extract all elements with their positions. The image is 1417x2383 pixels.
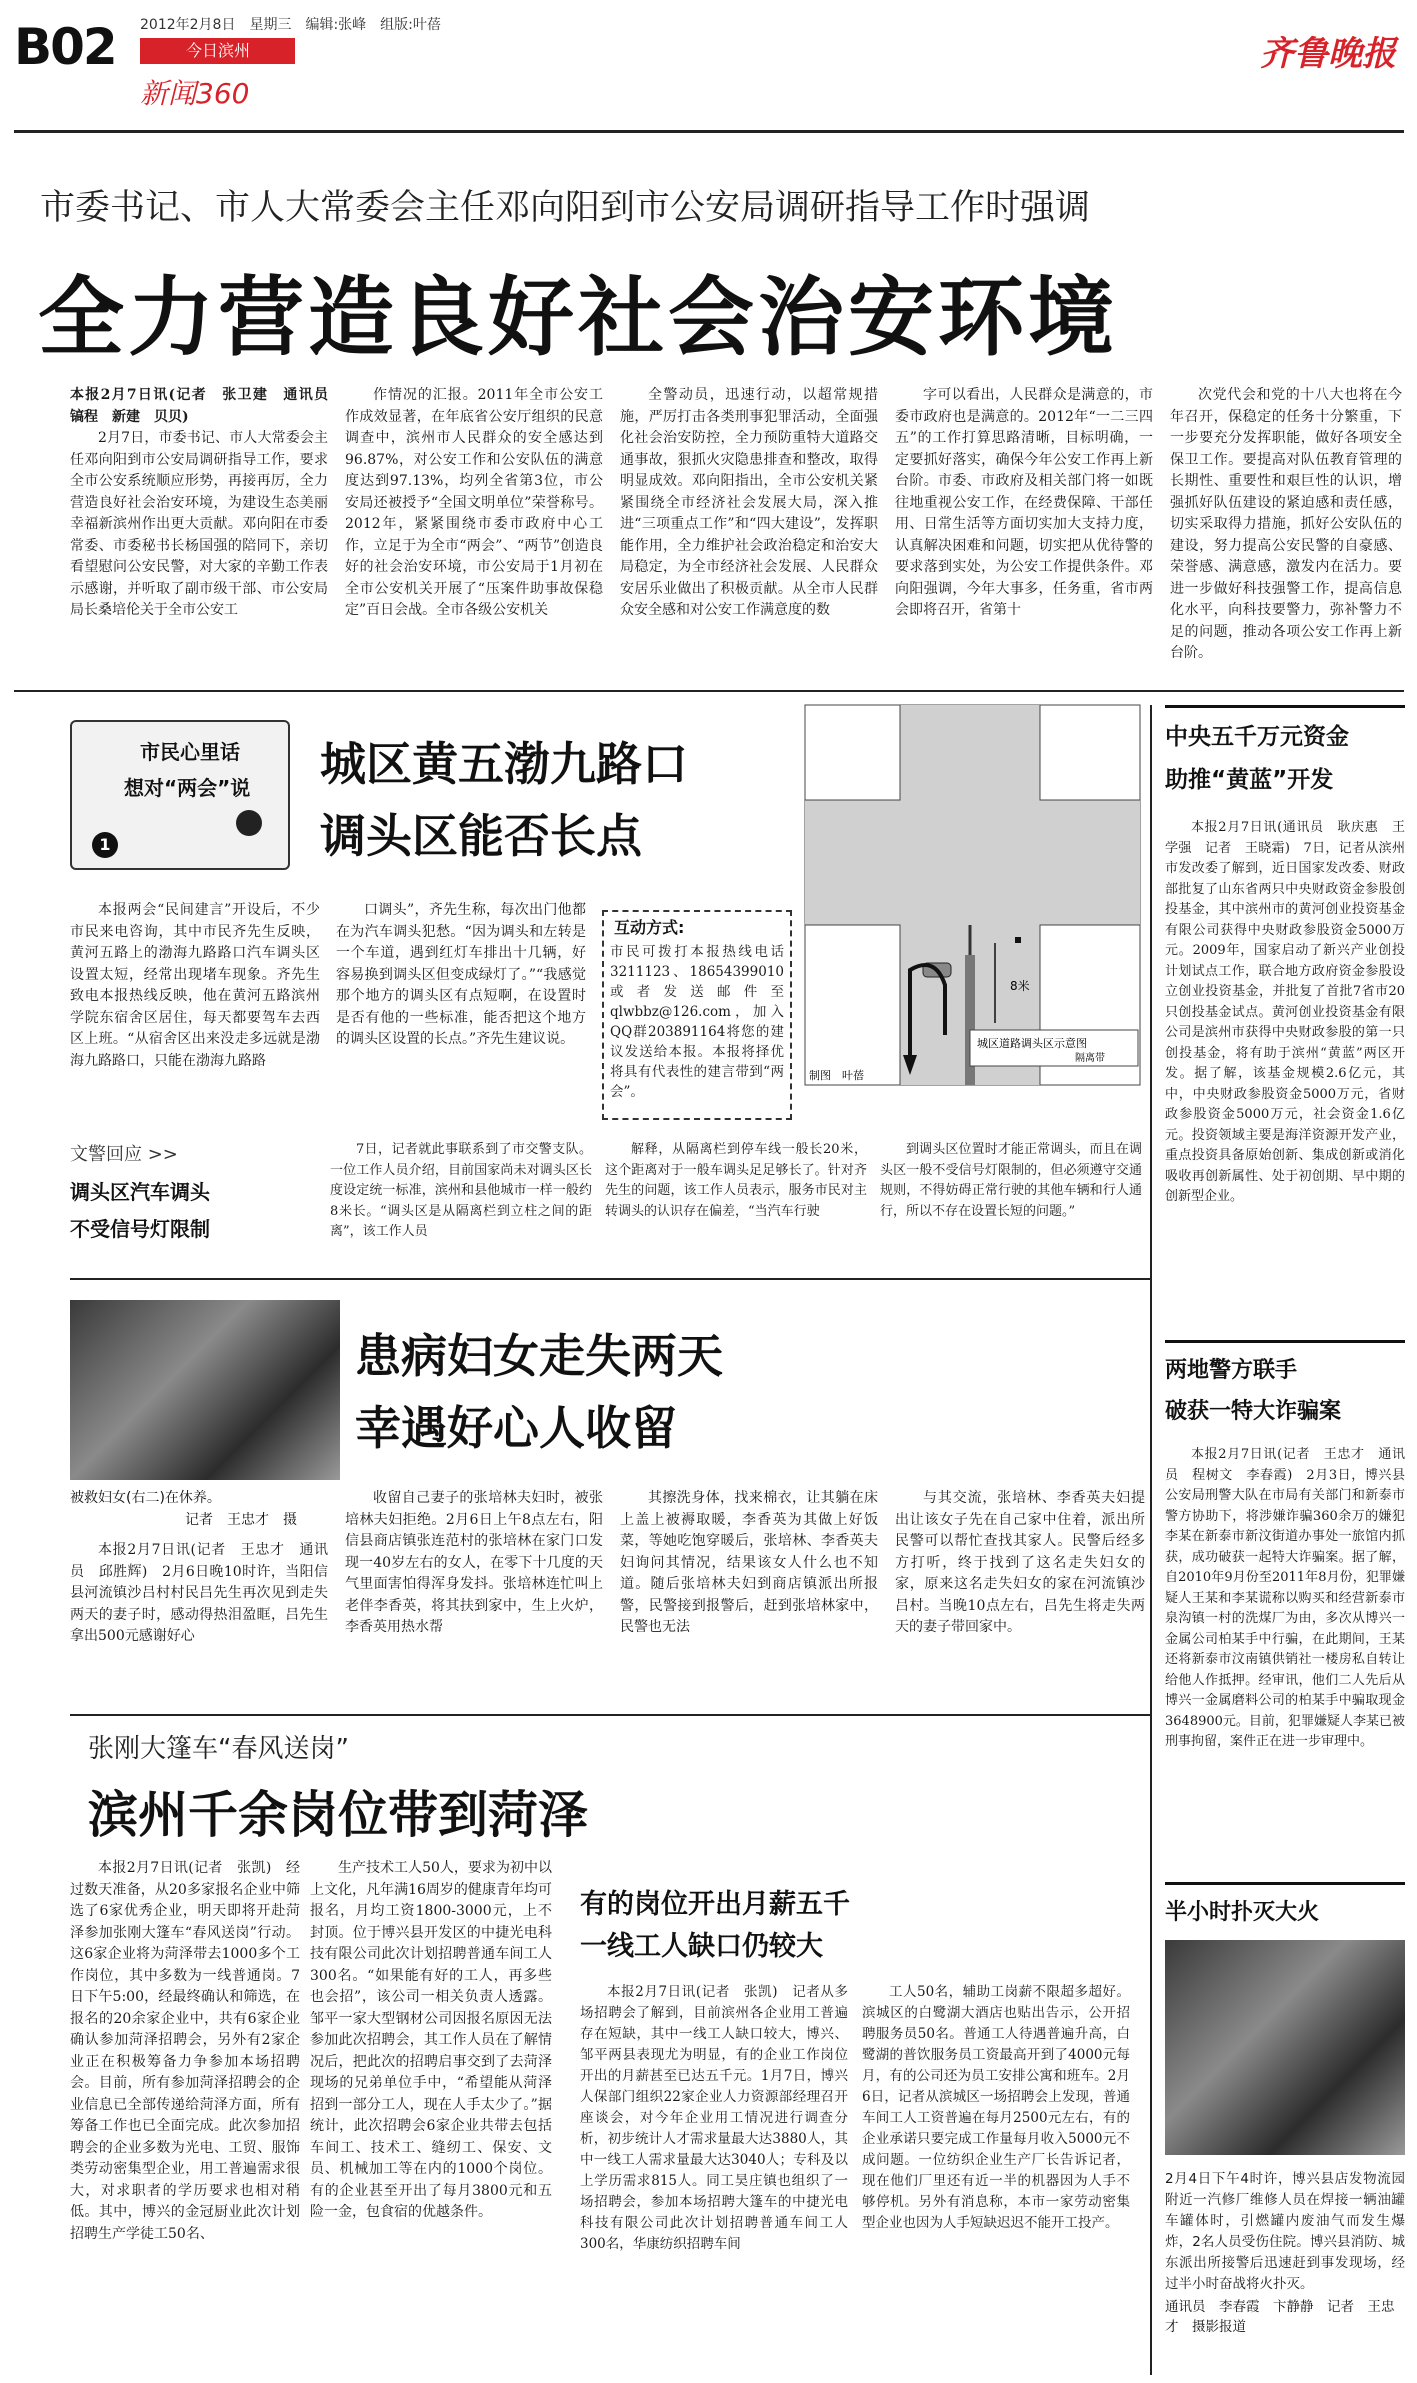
sidebar-story-3 [1165, 1882, 1405, 2337]
road-horizontal [805, 800, 1140, 925]
jobs-kicker: 张刚大篷车“春风送岗” [88, 1734, 349, 1764]
uturn-headline-line2: 调头区能否长点 [320, 809, 642, 863]
lead-byline: 本报2月7日讯(记者 张卫建 通讯员 镐程 新建 贝贝) [70, 387, 342, 425]
uturn-col-1-text: 本报两会“民间建言”开设后，不少市民来电咨询，其中市民齐先生反映，黄河五路上的渤海九路路口汽车调头区设置太短，经常出现堵车现象。齐先生致电本报热线反映，他在黄河五路滨州学院东宿舍区居住，每天都要驾车去西区上班。“从宿舍区出来没走多远就是渤海九路路口，只能在渤海九路路 [70, 902, 320, 1069]
diagram-credit: 制图 叶蓓 [809, 1069, 864, 1082]
microphone-icon [236, 810, 262, 836]
woman-col-4 [895, 1488, 1145, 1706]
lead-headline: 全力营造良好社会治安环境 [38, 268, 1118, 368]
uturn-bottom-rule [70, 1278, 1150, 1280]
followup-col-3-text: 到调头区位置时才能正常调头，而且在调头区一般不受信号灯限制的，但必须遵守交通规则，不得妨碍正常行驶的其他车辆和行人通行，所以不存在设置长短的问题。” [880, 1142, 1142, 1219]
rescued-woman-photo [70, 1300, 340, 1480]
jobs-col-2-text: 生产技术工人50人，要求为初中以上文化，凡年满16周岁的健康青年均可报名，月均工资1800-3000元，上不封顶。位于博兴县开发区的中捷光电科技有限公司此次计划招聘普通车间工人300名。“如果能有好的工人，再多些也会招”，该公司一相关负责人透露。邹平一家大型钢材公司因报名原因无法参加此次招聘会，其工作人员在了解情况后，把此次的招聘启事交到了去菏泽现场的兄弟单位手中，“希望能从菏泽招到一部分工人，现在人手太少了。”据统计，此次招聘会6家企业共带去包括车间工、技术工、缝纫工、保安、文员、机械加工等在内的1000个岗位。有的企业甚至开出了每月3800元和五险一金，包食宿的优越条件。 [310, 1860, 552, 2220]
woman-headline-line1: 患病妇女走失两天 [355, 1329, 723, 1383]
lead-col-2-text: 作情况的汇报。2011年全市公安工作成效显著，在年底省公安厅组织的民意调查中，滨州市人民群众的安全感达到96.87%，对公安工作和公安队伍的满意度达到97.13%，均列全省第3位，市公安局还被授予“全国文明单位”荣誉称号。2012年，紧紧围绕市委市政府中心工作，立足于为全市“两会”、“两节”创造良好的社会治安环境，市公安局于1月初在全市公安机关开展了“压案件助事故保稳定”百日会战。全市各级公安机关 [345, 387, 603, 618]
lead-col-5-text: 次党代会和党的十八大也将在今年召开，保稳定的任务十分繁重，下一步要充分发挥职能，做好各项安全保卫工作。要提高对队伍教育管理的长期性、重要性和艰巨性的认识，增强抓好队伍建设的紧迫感和责任感，切实采取得力措施，抓好公安队伍的建设，努力提高公安民警的自豪感、荣誉感、满意感，激发内在活力。要进一步做好科技强警工作，提高信息化水平，向科技要警力，弥补警力不足的问题，推动各项公安工作再上新台阶。 [1170, 387, 1402, 661]
followup-tag: 文警回应 >> [70, 1144, 178, 1165]
diagram-caption: 城区道路调头区示意图 [977, 1037, 1087, 1050]
sidebar-3-headline: 半小时扑灭大火 [1165, 1900, 1320, 1925]
hotline-box [602, 910, 792, 1120]
followup-col-2-text: 解释，从隔离栏到停车线一般长20米，这个距离对于一般车调头足足够长了。针对齐先生的问题，该工作人员表示，服务市民对主转调头的认识存在偏差，“当汽车行驶 [605, 1142, 867, 1219]
sidebar-3-credit: 通讯员 李春霞 卞静静 记者 王忠才 摄影报道 [1165, 2299, 1395, 2335]
lead-col-1-text: 2月7日，市委书记、市人大常委会主任邓向阳到市公安局调研指导工作，要求全市公安系统顺应形势，再接再厉，全力营造良好社会治安环境，为建设生态美丽幸福新滨州作出更大贡献。邓向阳在市委常委、市委秘书长杨国强的陪同下，亲切看望慰问公安民警，对大家的辛勤工作表示感谢，并听取了副市级干部、市公安局局长桑培伦关于全市公安工 [70, 430, 328, 618]
paper-logo: 齐鲁晚报 [1260, 34, 1396, 74]
page-number: B02 [14, 18, 116, 76]
followup-col-1 [330, 1140, 592, 1264]
fire-scene-photo [1165, 1940, 1405, 2155]
lead-col-2 [345, 385, 603, 683]
jobs-sub-col-2-text: 工人50名，辅助工岗薪不限超多超好。滨城区的白鹭湖大酒店也贴出告示，公开招聘服务员50名。普通工人待遇普遍升高，白鹭湖的普饮服务员工资最高开到了4000元每月，有的公司还为员工安排公寓和班车。2月6日，记者从滨城区一场招聘会上发现，普通车间工人工资普遍在每月2500元左右，有的企业承诺只要完成工作量每月收入5000元不成问题。一位纺织企业生产厂长告诉记者，现在他们厂里还有近一半的机器因为人手不够停机。另外有消息称，本市一家劳动密集型企业也因为人手短缺迟迟不能开工投产。 [862, 1984, 1130, 2231]
woman-col-1 [70, 1540, 328, 1706]
sidebar-story-1 [1165, 705, 1405, 1258]
sidebar-2-text-body: 本报2月7日讯(记者 王忠才 通讯员 程树文 李春霞) 2月3日，博兴县公安局刑警大队在市局有关部门和新泰市警方协助下，将涉嫌诈骗360余万的嫌犯李某在新泰市新汶街道办事处一旅馆内抓获，成功破获一起特大诈骗案。据了解，自2010年9月份至2011年8月份，犯罪嫌疑人王某和李某谎称以购买和经营新泰市泉沟镇一村的洗煤厂为由，多次从博兴一金属公司柏某手中行骗，在此期间，王某还将新泰市汶南镇供销社一楼房私自转让给他人作抵押。经审讯，他们二人先后从博兴一金属磨料公司的柏某手中骗取现金3648900元。目前，犯罪嫌疑人李某已被刑事拘留，案件正在进一步审理中。 [1165, 1447, 1405, 1749]
sidebar-2-text [1165, 1445, 1405, 1875]
masthead-rule [14, 130, 1404, 133]
sidebar-1-text [1165, 818, 1405, 1258]
lead-bottom-rule [14, 690, 1404, 692]
followup-title-line2: 不受信号灯限制 [70, 1217, 210, 1241]
hotline-text: 市民可拨打本报热线电话3211123、18654399010或者发送邮件至qlwbbz@126.com，加入QQ群203891164将您的建议发送给本报。本报将择优将具有代表性的建言带到“两会”。 [610, 944, 784, 1100]
jobs-sub-headline-line2: 一线工人缺口仍较大 [580, 1931, 823, 1962]
sidebar-divider [1150, 705, 1152, 2375]
badge-number: 1 [92, 832, 118, 858]
jobs-sub-col-1-text: 本报2月7日讯(记者 张凯) 记者从多场招聘会了解到，目前滨州各企业用工普遍存在短缺，其中一线工人缺口较大，博兴、邹平两县表现尤为明显，有的企业工作岗位开出的月薪甚至已达五千元。1月7日，博兴人保部门组织22家企业人力资源部经理召开座谈会，对今年企业用工情况进行调查分析，初步统计人才需求量最大达3880人，其中一线工人需求量最大达3040人；专科及以上学历需求815人。同工昊庄镇也组织了一场招聘会，参加本场招聘大篷车的中捷光电科技有限公司此次计划招聘普通车间工人300名，华康纺织招聘车间 [580, 1984, 848, 2252]
hotline-label: 互动方式: [610, 915, 688, 938]
woman-col-4-text: 与其交流，张培林、李香英夫妇提出让该女子先在自己家中住着，派出所民警可以帮忙查找其家人。民警后经多方打听，终于找到了这名走失妇女的家，原来这名走失妇女的家在河流镇沙吕村。当晚10点左右，吕先生将走失两天的妻子带回家中。 [895, 1490, 1145, 1635]
woman-photo-credit: 记者 王忠才 摄 [185, 1512, 297, 1528]
woman-photo-caption: 被救妇女(右二)在休养。 [70, 1490, 221, 1506]
opinion-badge [70, 720, 290, 870]
lead-col-1 [70, 385, 342, 683]
sidebar-3-caption: 2月4日下午4时许，博兴县店发物流园附近一汽修厂维修人员在焊接一辆油罐车罐体时，引燃罐内废油气而发生爆炸，2名人员受伤住院。博兴县消防、城东派出所接警后迅速赶到事发现场，经过半小时奋战将火扑灭。 [1165, 2171, 1405, 2292]
distance-label: 8米 [1010, 979, 1030, 993]
jobs-sub-headline-line1: 有的岗位开出月薪五千 [580, 1889, 850, 1920]
uturn-col-2-text: 口调头”，齐先生称，每次出门他都在为汽车调头犯愁。“因为调头和左转是一个车道，遇到红灯车排出十几辆，好容易换到调头区但变成绿灯了。”“我感觉那个地方的调头区有点短啊，在设置时是否有他的一些标准，能否把这个地方的调头区设置的长点。”齐先生建议说。 [336, 902, 586, 1047]
lead-col-3 [620, 385, 878, 683]
followup-col-1-text: 7日，记者就此事联系到了市交警支队。一位工作人员介绍，目前国家尚未对调头区长度设定统一标准，滨州和县他城市一样一般约8米长。“调头区是从隔离栏到立柱之间的距离”，该工作人员 [330, 1142, 592, 1239]
road-diagram [805, 705, 1140, 1085]
jobs-headline: 滨州千余岗位带到菏泽 [88, 1786, 588, 1844]
sidebar-2-headline-line2: 破获一特大诈骗案 [1165, 1399, 1342, 1424]
woman-col-2 [345, 1488, 603, 1706]
jobs-col-1-text: 本报2月7日讯(记者 张凯) 经过数天准备，从20多家报名企业中筛选了6家优秀企业，明天即将开赴菏泽参加张刚大篷车“春风送岗”行动。这6家企业将为菏泽带去1000多个工作岗位，其中多数为一线普通岗。7日下午5:00，经最终确认和筛选，在报名的20余家企业中，共有6家企业确认参加菏泽招聘会，另外有2家企业正在积极筹备力争参加本场招聘会。目前，所有参加菏泽招聘会的企业信息已全部传递给菏泽方面，所有筹备工作也已全面完成。此次参加招聘会的企业多数为光电、工贸、服饰类劳动密集型企业，用工普遍需求很大，对求职者的学历要求也相对稍低。其中，博兴的金冠厨业此次计划招聘生产学徒工50名、 [70, 1860, 300, 2242]
date-line: 2012年2月8日 星期三 编辑:张峰 组版:叶蓓 [140, 17, 441, 33]
woman-col-3-text: 其擦洗身体，找来棉衣，让其躺在床上盖上被褥取暖，李香英为其做上好饭菜，等她吃饱穿暖后，张培林、李香英夫妇询问其情况，结果该女人什么也不知道。随后张培林夫妇到商店镇派出所报警，民警接到报警后，赶到张培林家中，民警也无法 [620, 1490, 878, 1635]
woman-col-3 [620, 1488, 878, 1706]
uturn-col-2 [336, 900, 586, 1126]
sidebar-1-text-body: 本报2月7日讯(通讯员 耿庆惠 王学强 记者 王晓霜) 7日，记者从滨州市发改委了解到，近日国家发改委、财政部批复了山东省两只中央财政资金参股创投基金，其中滨州市的黄河创业投资基金有限公司获得中央财政参股资金5000万元。2009年，国家启动了新兴产业创投计划试点工作，联合地方政府资金参股设立创业投资基金，并批复了首批7省市20只创投基金试点。黄河创业投资基金有限公司是滨州市获得中央财政参股的第一只创投基金，将有助于滨州“黄蓝”两区开发。据了解，该基金规模2.6亿元，其中，中央财政参股资金5000万元，省财政参股资金5000万元，社会资金1.6亿元。投资领域主要是海洋资源开发产业，重点投资具备原始创新、集成创新或消化吸收再创新属性、处于初创期、早中期的创新型企业。 [1165, 820, 1405, 1204]
woman-col-2-text: 收留自己妻子的张培林夫妇时，被张培林夫妇拒绝。2月6日上午8点左右，阳信县商店镇张连范村的张培林在家门口发现一40岁左右的女人，在零下十几度的天气里面害怕得浑身发抖。张培林连忙叫上老伴李香英，将其扶到家中，生上火炉，李香英用热水帮 [345, 1490, 603, 1635]
section-name: 新闻360 [140, 77, 250, 110]
jobs-sub-col-1 [580, 1982, 848, 2370]
woman-bottom-rule [70, 1714, 1150, 1716]
badge-title: 市民心里话 [140, 740, 240, 764]
legend-solid: 隔离带 [1075, 1053, 1105, 1064]
sidebar-story-2 [1165, 1340, 1405, 1875]
uturn-col-1 [70, 900, 320, 1126]
woman-col-1-text: 本报2月7日讯(记者 王忠才 通讯员 邱胜辉) 2月6日晚10时许，当阳信县河流镇沙吕村村民吕先生再次见到走失两天的妻子时，感动得热泪盈眶，吕先生拿出500元感谢好心 [70, 1542, 328, 1644]
followup-col-2 [605, 1140, 867, 1264]
jobs-sub-col-2 [862, 1982, 1130, 2370]
sidebar-1-headline-line2: 助推“黄蓝”开发 [1165, 767, 1334, 793]
jobs-col-2 [310, 1858, 552, 2370]
followup-title-line1: 调头区汽车调头 [70, 1180, 210, 1204]
road-diagram-svg [805, 705, 1140, 1085]
woman-headline-line2: 幸遇好心人收留 [355, 1401, 677, 1455]
masthead [0, 0, 1417, 130]
lead-col-4 [895, 385, 1153, 683]
section-tag: 今日滨州 [140, 38, 295, 64]
uturn-headline-line1: 城区黄五渤九路口 [320, 737, 688, 791]
lead-kicker: 市委书记、市人大常委会主任邓向阳到市公安局调研指导工作时强调 [40, 188, 1091, 228]
lead-col-3-text: 全警动员，迅速行动，以超常规措施，严厉打击各类刑事犯罪活动，全面强化社会治安防控，全力预防重特大道路交通事故，狠抓火灾隐患排查和整改，取得明显成效。邓向阳指出，全市公安机关紧紧围绕全市经济社会发展大局，深入推进“三项重点工作”和“四大建设”，发挥职能作用，全力维护社会政治稳定和治安大局稳定，为全市经济社会发展、人民群众安居乐业做出了积极贡献。从全市人民群众安全感和对公安工作满意度的数 [620, 387, 878, 618]
lead-col-4-text: 字可以看出，人民群众是满意的，市委市政府也是满意的。2012年“一二三四五”的工作打算思路清晰，目标明确，一定要抓好落实，确保今年公安工作再上新台阶。市委、市政府及相关部门将一如既往地重视公安工作，在经费保障、干部任用、日常生活等方面切实加大支持力度，认真解决困难和问题，切实把从优待警的要求落到实处，为公安工作提供条件。邓向阳强调，今年大事多，任务重，省市两会即将召开，省第十 [895, 387, 1153, 618]
sidebar-2-headline-line1: 两地警方联手 [1165, 1358, 1298, 1383]
followup-col-3 [880, 1140, 1142, 1264]
jobs-col-1 [70, 1858, 300, 2370]
sidebar-1-headline-line1: 中央五千万元资金 [1165, 724, 1349, 750]
badge-subtitle: 想对“两会”说 [124, 776, 251, 800]
lead-col-5 [1170, 385, 1402, 683]
followup-box [70, 1140, 320, 1260]
